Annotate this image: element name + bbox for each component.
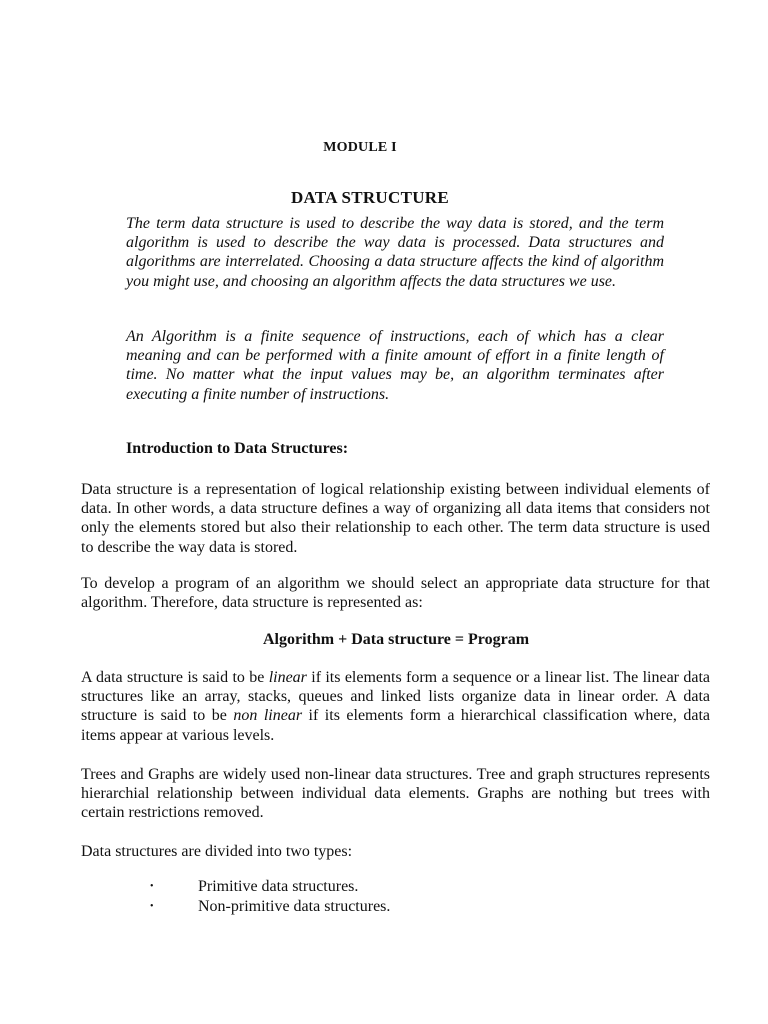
equation: Algorithm + Data structure = Program <box>262 631 530 648</box>
list-item <box>150 897 390 917</box>
para-3-text-2: if its elements form a sequence or a linear list. The linear data structures like an array, stacks, queues and linked lists organize data in linear order. A data structure is said to be <box>81 669 710 725</box>
term-linear: linear <box>268 669 307 686</box>
bullet-icon: • <box>150 881 154 892</box>
list-item-label: Primitive data structures. <box>198 878 359 895</box>
list-item <box>150 877 390 897</box>
module-label: MODULE I <box>323 140 397 155</box>
body-paragraph-2: To develop a program of an algorithm we should select an appropriate data structure for that algorithm. Therefore, data structure is represented as: <box>81 575 710 612</box>
page-title: DATA STRUCTURE <box>290 188 449 207</box>
para-3-text-3: if its elements form a hierarchical classification where, data items appear at various levels. <box>81 707 711 744</box>
list-item-label: Non-primitive data structures. <box>198 897 391 915</box>
body-paragraph-3 <box>81 668 710 745</box>
section-heading: Introduction to Data Structures: <box>126 440 349 457</box>
body-paragraph-1: Data structure is a representation of logical relationship existing between individual elements of data. In other words, a data structure defines a way of organizing all data items that considers not only the elements stored but also their relationship to each other. The term data structure is used to describe the way data is stored. <box>81 481 710 556</box>
body-paragraph-5: Data structures are divided into two types: <box>81 843 353 860</box>
term-non-linear: non linear <box>233 707 303 725</box>
types-list <box>150 877 390 916</box>
intro-paragraph-2: An Algorithm is a finite sequence of instructions, each of which has a clear meaning and can be performed with a finite amount of effort in a finite length of time. No matter what the input values may be, an algorithm terminates after executing a finite number of instructions. <box>126 328 664 403</box>
body-paragraph-4: Trees and Graphs are widely used non-linear data structures. Tree and graph structures represents hierarchial relationship between individual data elements. Graphs are nothing but trees with certain restrictions removed. <box>81 766 710 822</box>
intro-paragraph-1: The term data structure is used to describe the way data is stored, and the term algorithm is used to describe the way data is processed. Data structures and algorithms are interrelated. Choosing a data structure affects the kind of algorithm you might use, and choosing an algorithm affects the data structures we use. <box>126 215 664 290</box>
para-3-text-1: A data structure is said to be <box>81 669 269 686</box>
bullet-icon: • <box>150 900 154 912</box>
